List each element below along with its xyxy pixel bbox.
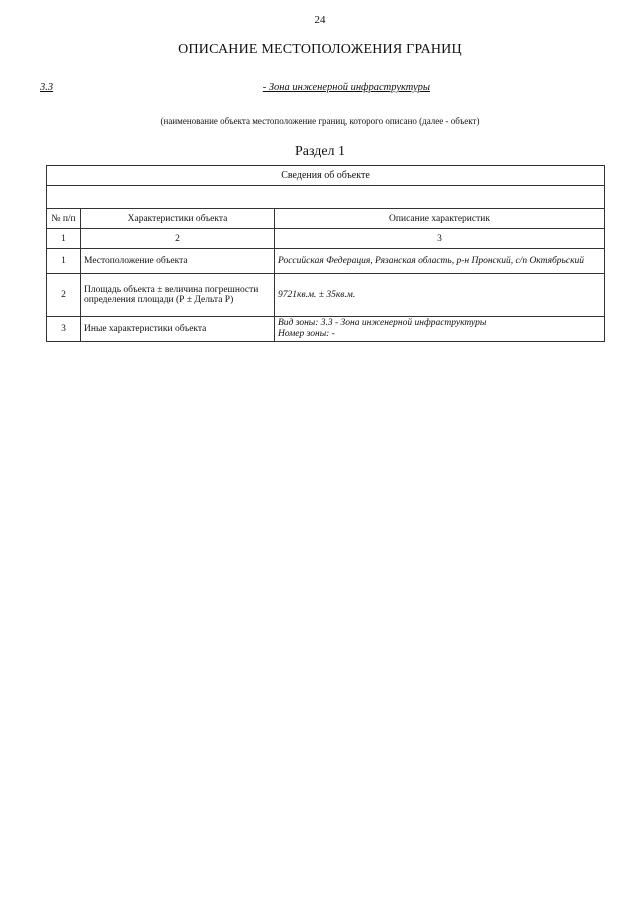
table-blank-row xyxy=(47,186,605,209)
object-name-line xyxy=(40,82,430,93)
row-characteristic: Площадь объекта ± величина погрешности определения площади (Р ± Дельта Р) xyxy=(81,274,275,317)
row-value-line: Вид зоны: 3.3 - Зона инженерной инфраструктуры xyxy=(278,318,487,328)
row-value: 9721кв.м. ± 35кв.м. xyxy=(275,274,605,317)
row-value xyxy=(275,317,605,342)
row-number: 1 xyxy=(47,249,81,274)
header-description: Описание характеристик xyxy=(275,209,605,229)
table-row xyxy=(47,274,605,317)
table-header-row xyxy=(47,209,605,229)
table-row xyxy=(47,317,605,342)
object-caption: (наименование объекта местоположение границ, которого описано (далее - объект) xyxy=(160,116,480,126)
column-number-2: 2 xyxy=(81,229,275,249)
column-number-1: 1 xyxy=(47,229,81,249)
object-name: - Зона инженерной инфраструктуры xyxy=(262,82,430,93)
page-number: 24 xyxy=(314,14,326,26)
row-number: 2 xyxy=(47,274,81,317)
table-caption-row xyxy=(47,166,605,186)
row-value: Российская Федерация, Рязанская область, р-н Пронский, с/п Октябрьский xyxy=(275,249,605,274)
object-code: 3.3 xyxy=(40,82,54,93)
object-info-table xyxy=(46,165,605,342)
header-number: № п/п xyxy=(47,209,81,229)
row-number: 3 xyxy=(47,317,81,342)
page-title: ОПИСАНИЕ МЕСТОПОЛОЖЕНИЯ ГРАНИЦ xyxy=(178,42,462,57)
table-column-numbers-row xyxy=(47,229,605,249)
table-caption: Сведения об объекте xyxy=(47,166,605,186)
row-value-line: Номер зоны: - xyxy=(278,329,335,339)
table-row xyxy=(47,249,605,274)
table-blank-cell xyxy=(47,186,605,209)
column-number-3: 3 xyxy=(275,229,605,249)
row-characteristic: Местоположение объекта xyxy=(81,249,275,274)
section-title: Раздел 1 xyxy=(294,144,346,159)
header-characteristic: Характеристики объекта xyxy=(81,209,275,229)
row-characteristic: Иные характеристики объекта xyxy=(81,317,275,342)
